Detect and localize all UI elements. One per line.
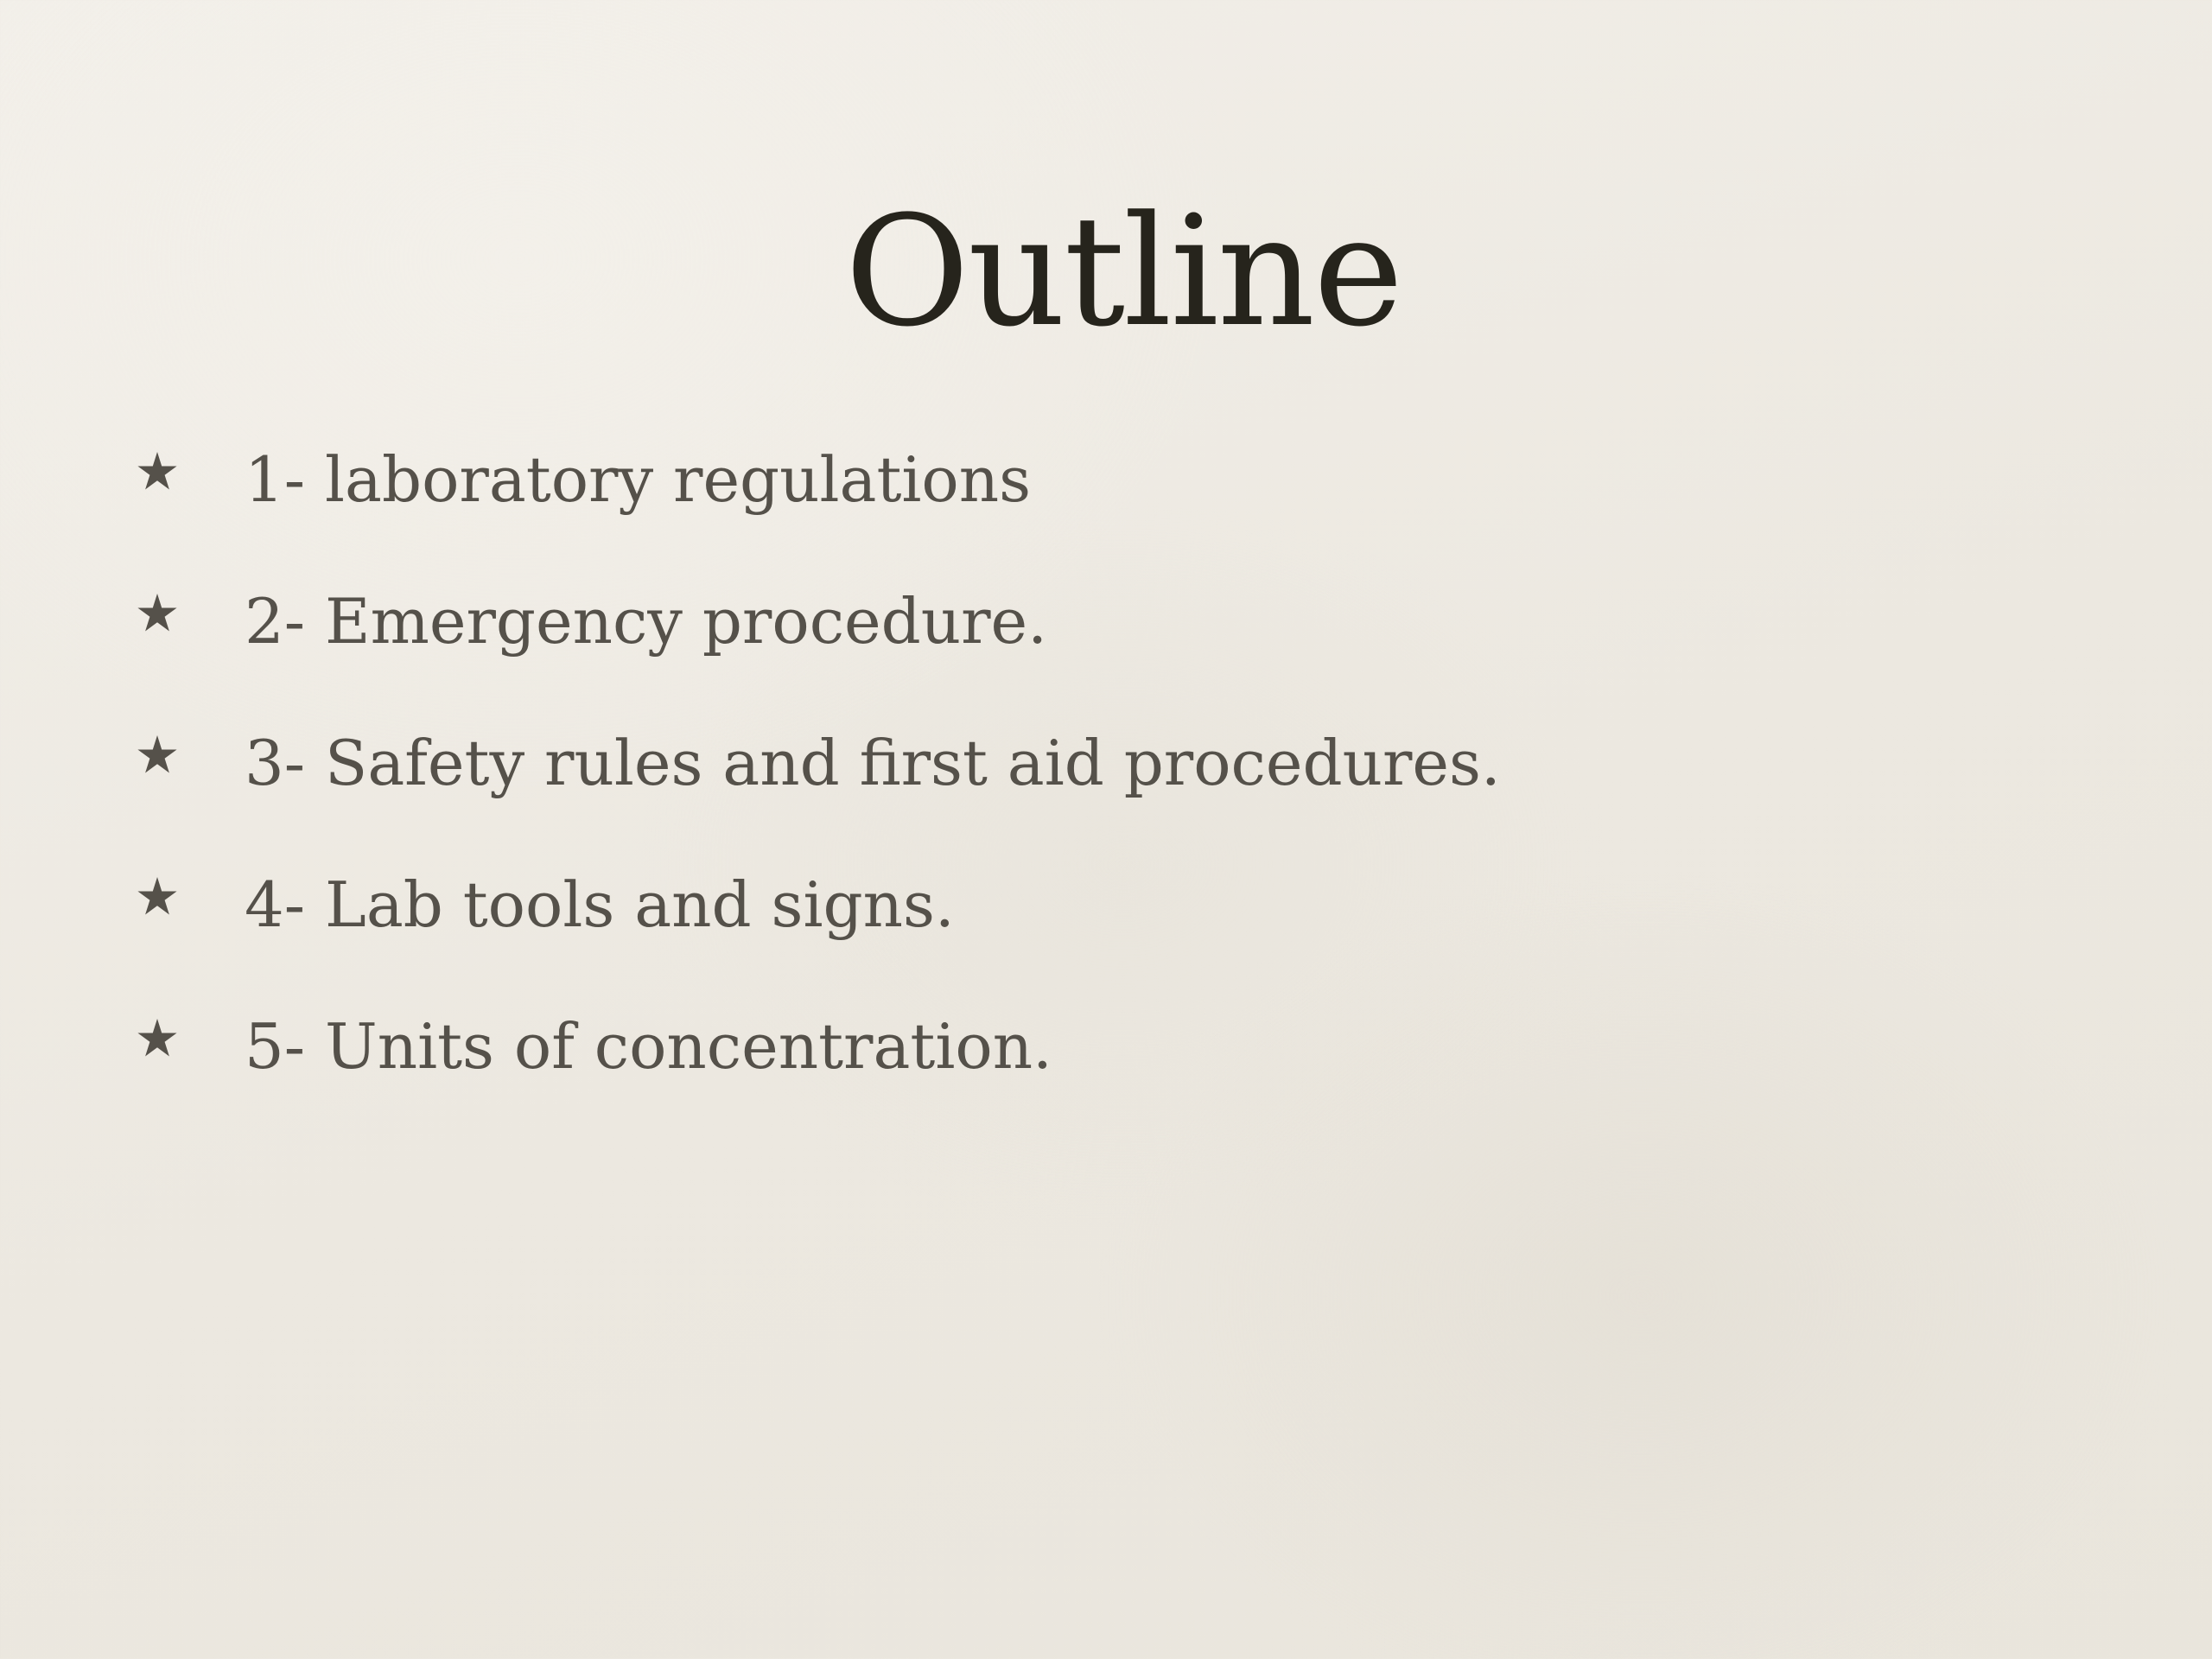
bullet-item-1 <box>0 432 2074 536</box>
star-bullet-icon <box>130 587 185 642</box>
star-bullet-icon <box>130 1012 185 1067</box>
star-bullet-icon <box>130 445 185 500</box>
slide-title: Outline <box>844 183 1402 360</box>
bullet-item-3 <box>0 715 2074 819</box>
bullet-text: 3- Safety rules and first aid procedures. <box>245 727 1501 799</box>
bullet-item-5 <box>0 999 2074 1103</box>
bullet-item-2 <box>0 574 2074 677</box>
bullet-text: 2- Emergency procedure. <box>245 585 1048 658</box>
bullet-item-4 <box>0 857 2074 961</box>
star-bullet-icon <box>130 870 185 925</box>
bullet-text: 5- Units of concentration. <box>245 1010 1052 1083</box>
bullet-text: 4- Lab tools and signs. <box>245 868 955 941</box>
bullet-text: 1- laboratory regulations <box>245 443 1032 516</box>
star-bullet-icon <box>130 728 185 784</box>
